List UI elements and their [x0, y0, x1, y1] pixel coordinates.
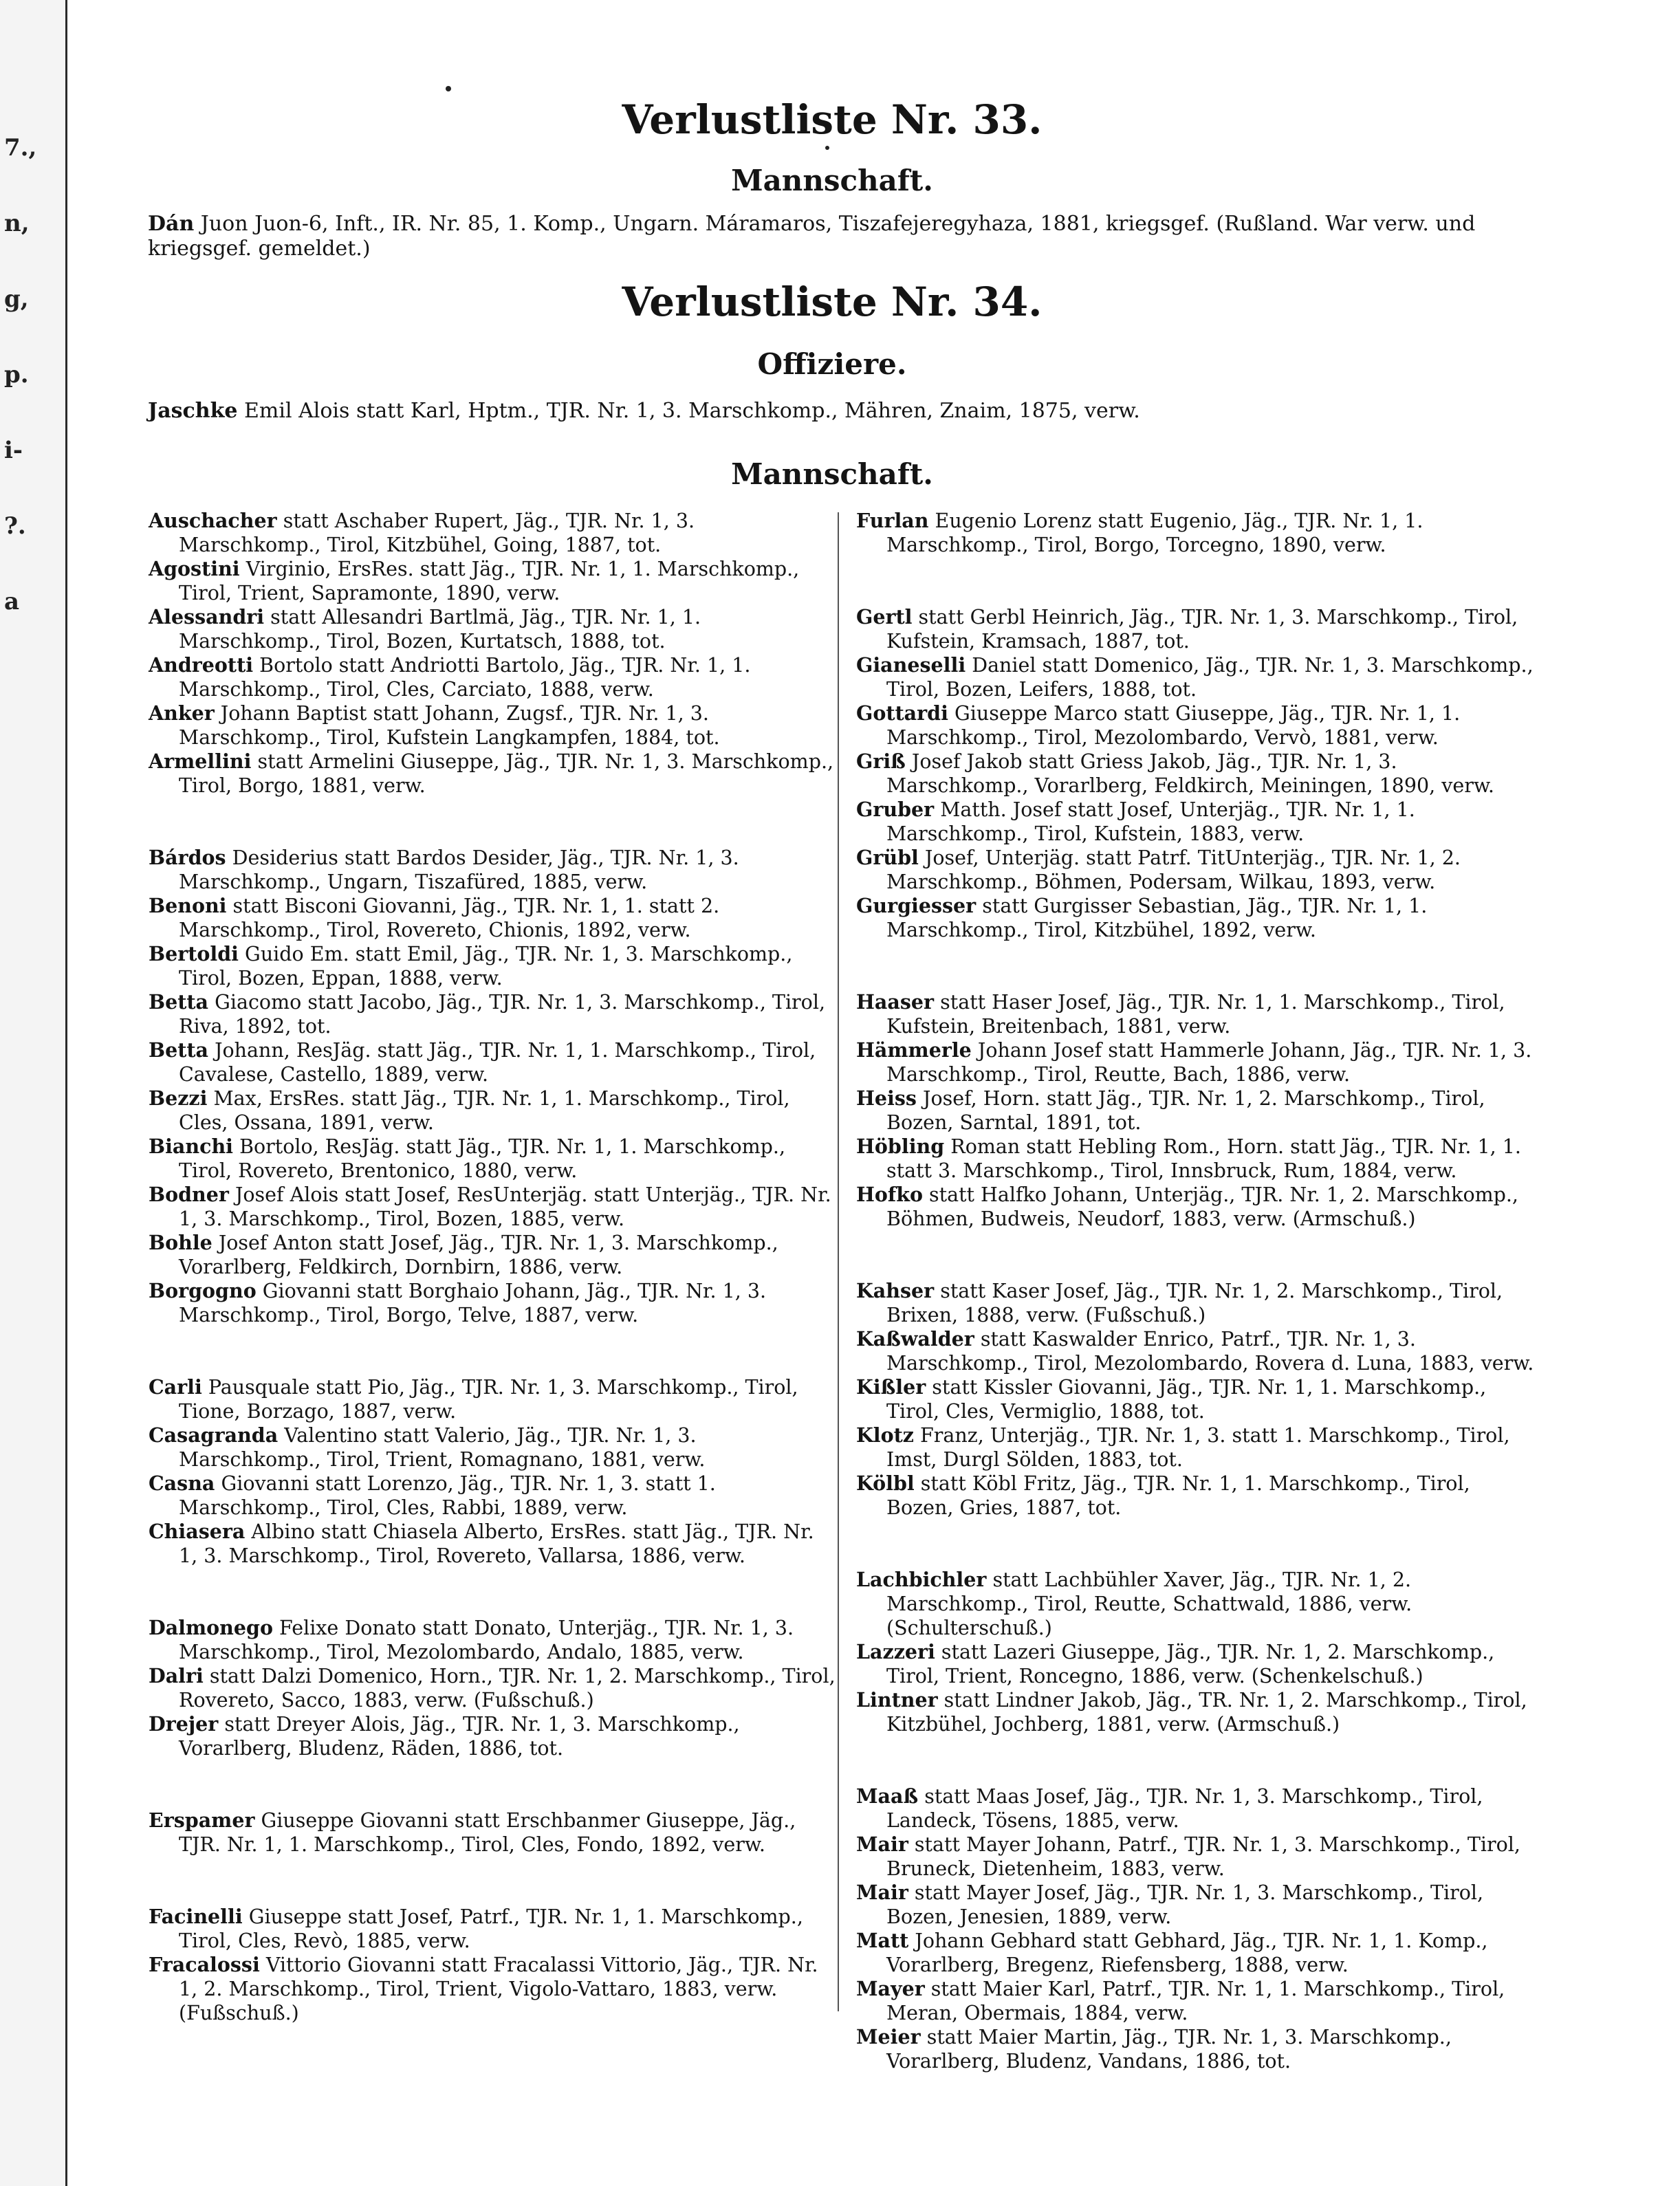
- casualty-entry: [856, 1833, 1537, 1881]
- entry-surname: Benoni: [149, 894, 227, 917]
- entry-surname: Gruber: [856, 798, 935, 821]
- entry-surname: Agostini: [149, 557, 240, 580]
- group-spacer: [856, 1520, 1537, 1568]
- entry-surname: Armellini: [149, 750, 252, 773]
- left-column: [149, 509, 836, 2025]
- casualty-entry: [856, 1183, 1537, 1231]
- entry-text: Giuseppe statt Josef, Patrf., TJR. Nr. 1, 1. Marschkomp., Tirol, Cles, Revò, 1885, verw.: [179, 1905, 803, 1952]
- group-spacer: [856, 1231, 1537, 1279]
- casualty-entry: [149, 1375, 836, 1423]
- entry-text: statt Lachbühler Xaver, Jäg., TJR. Nr. 1, 2. Marschkomp., Tirol, Reutte, Schattwald, 1886, verw. (Schulterschuß.): [886, 1569, 1412, 1639]
- entry-surname: Dalri: [149, 1664, 204, 1687]
- entry-text: statt Maas Josef, Jäg., TJR. Nr. 1, 3. Marschkomp., Tirol, Landeck, Tösens, 1885, verw.: [886, 1785, 1483, 1832]
- entry-text: statt Lazeri Giuseppe, Jäg., TJR. Nr. 1, 2. Marschkomp., Tirol, Trient, Roncegno, 1886, verw. (Schenkelschuß.): [886, 1641, 1495, 1687]
- entry-surname: Lachbichler: [856, 1568, 987, 1591]
- entry-text: Bortolo, ResJäg. statt Jäg., TJR. Nr. 1, 1. Marschkomp., Tirol, Rovereto, Brentonico, 1880, verw.: [179, 1135, 786, 1182]
- entry-jaschke: [148, 399, 1537, 424]
- entry-text: Johann, ResJäg. statt Jäg., TJR. Nr. 1, 1. Marschkomp., Tirol, Cavalese, Castello, 1889, verw.: [179, 1039, 816, 1086]
- subheading-mannschaft-34: Mannschaft.: [731, 457, 933, 491]
- bleed-fragment: ?.: [4, 512, 26, 540]
- casualty-entry: [856, 1423, 1537, 1472]
- entry-text: statt Köbl Fritz, Jäg., TJR. Nr. 1, 1. Marschkomp., Tirol, Bozen, Gries, 1887, tot.: [886, 1472, 1470, 1519]
- group-spacer: [149, 1760, 836, 1808]
- casualty-entry: [856, 750, 1537, 798]
- casualty-entry: [149, 846, 836, 894]
- column-divider: [838, 512, 839, 2011]
- entry-text: Giuseppe Giovanni statt Erschbanmer Giuseppe, Jäg., TJR. Nr. 1, 1. Marschkomp., Tirol, Cles, Fondo, 1892, verw.: [179, 1809, 796, 1856]
- entry-text: statt Aschaber Rupert, Jäg., TJR. Nr. 1, 3. Marschkomp., Tirol, Kitzbühel, Going, 1887, tot.: [179, 510, 695, 556]
- casualty-entry: [149, 1520, 836, 1568]
- casualty-entry: [149, 1953, 836, 2025]
- entry-text: statt Kaser Josef, Jäg., TJR. Nr. 1, 2. Marschkomp., Tirol, Brixen, 1888, verw. (Fußschuß.): [886, 1280, 1503, 1326]
- casualty-entry: [856, 1568, 1537, 1640]
- entry-surname: Heiss: [856, 1086, 917, 1110]
- group-spacer: [856, 1736, 1537, 1784]
- casualty-entry: [149, 990, 836, 1038]
- casualty-entry: [856, 1472, 1537, 1520]
- casualty-entry: [856, 1327, 1537, 1375]
- entry-text: Valentino statt Valerio, Jäg., TJR. Nr. 1, 3. Marschkomp., Tirol, Trient, Romagnano, 1881, verw.: [179, 1424, 706, 1471]
- casualty-entry: [856, 701, 1537, 750]
- casualty-entry: [856, 1929, 1537, 1977]
- entry-surname: Mayer: [856, 1977, 925, 2000]
- entry-text: Josef Jakob statt Griess Jakob, Jäg., TJR. Nr. 1, 3. Marschkomp., Vorarlberg, Feldkirch, Meiningen, 1890, verw.: [886, 750, 1494, 797]
- entry-surname: Höbling: [856, 1135, 945, 1158]
- entry-text: statt Halfko Johann, Unterjäg., TJR. Nr. 1, 2. Marschkomp., Böhmen, Budweis, Neudorf, 1883, verw. (Armschuß.): [886, 1183, 1518, 1230]
- entry-surname: Dalmonego: [149, 1616, 273, 1639]
- casualty-entry: [856, 894, 1537, 942]
- entry-text: statt Bisconi Giovanni, Jäg., TJR. Nr. 1, 1. statt 2. Marschkomp., Tirol, Rovereto, Chionis, 1892, verw.: [179, 895, 720, 941]
- entry-surname: Grübl: [856, 846, 919, 869]
- entry-surname: Lintner: [856, 1688, 938, 1712]
- entry-text: statt Dalzi Domenico, Horn., TJR. Nr. 1, 2. Marschkomp., Tirol, Rovereto, Sacco, 1883, verw. (Fußschuß.): [179, 1665, 836, 1712]
- print-speck: [825, 146, 829, 150]
- entry-surname: Klotz: [856, 1423, 914, 1447]
- entry-surname: Anker: [149, 701, 215, 725]
- casualty-entry: [856, 990, 1537, 1038]
- entry-text: statt Armelini Giuseppe, Jäg., TJR. Nr. 1, 3. Marschkomp., Tirol, Borgo, 1881, verw.: [179, 750, 834, 797]
- entry-text: Johann Baptist statt Johann, Zugsf., TJR. Nr. 1, 3. Marschkomp., Tirol, Kufstein Langkampfen, 1884, tot.: [179, 702, 720, 749]
- casualty-entry: [856, 2025, 1537, 2073]
- entry-text: statt Gurgisser Sebastian, Jäg., TJR. Nr. 1, 1. Marschkomp., Tirol, Kitzbühel, 1892, verw.: [886, 895, 1428, 941]
- entry-surname: Gurgiesser: [856, 894, 977, 917]
- entry-surname: Griß: [856, 750, 906, 773]
- entry-text: Guido Em. statt Emil, Jäg., TJR. Nr. 1, 3. Marschkomp., Tirol, Bozen, Eppan, 1888, verw.: [179, 943, 793, 990]
- entry-surname: Andreotti: [149, 653, 254, 677]
- casualty-entry: [856, 1038, 1537, 1086]
- casualty-entry: [856, 1977, 1537, 2025]
- group-spacer: [856, 942, 1537, 990]
- casualty-entry: [149, 1472, 836, 1520]
- adjacent-page-fragments: [4, 110, 59, 640]
- entry-surname: Meier: [856, 2025, 921, 2048]
- entry-surname: Gottardi: [856, 701, 948, 725]
- entry-dan: [148, 212, 1537, 261]
- entry-surname: Auschacher: [149, 509, 277, 532]
- subheading-offiziere: Offiziere.: [757, 347, 907, 381]
- entry-text: Franz, Unterjäg., TJR. Nr. 1, 3. statt 1. Marschkomp., Tirol, Imst, Durgl Sölden, 1883, tot.: [886, 1424, 1510, 1471]
- entry-text: Johann Gebhard statt Gebhard, Jäg., TJR. Nr. 1, 1. Komp., Vorarlberg, Bregenz, Riefensberg, 1888, verw.: [886, 1930, 1488, 1976]
- print-speck: [446, 86, 451, 91]
- entry-surname: Matt: [856, 1929, 909, 1952]
- casualty-entry: [149, 1808, 836, 1857]
- casualty-entry: [856, 509, 1537, 557]
- entry-surname: Casna: [149, 1472, 215, 1495]
- entry-text: statt Gerbl Heinrich, Jäg., TJR. Nr. 1, 3. Marschkomp., Tirol, Kufstein, Kramsach, 1887, tot.: [886, 606, 1518, 653]
- entry-surname: Kißler: [856, 1375, 926, 1399]
- entry-text: Josef Alois statt Josef, ResUnterjäg. statt Unterjäg., TJR. Nr. 1, 3. Marschkomp., Tirol, Bozen, 1885, verw.: [179, 1183, 831, 1230]
- casualty-entry: [149, 1905, 836, 1953]
- entry-surname: Facinelli: [149, 1905, 243, 1928]
- casualty-entry: [856, 653, 1537, 701]
- group-spacer: [149, 1327, 836, 1375]
- entry-text: Vittorio Giovanni statt Fracalassi Vittorio, Jäg., TJR. Nr. 1, 2. Marschkomp., Tirol, Trient, Vigolo-Vattaro, 1883, verw. (Fußschuß.): [179, 1954, 818, 2024]
- bleed-fragment: 7.,: [4, 134, 37, 162]
- casualty-entry: [856, 1086, 1537, 1135]
- entry-text: Josef Anton statt Josef, Jäg., TJR. Nr. 1, 3. Marschkomp., Vorarlberg, Feldkirch, Dornbirn, 1886, verw.: [179, 1232, 778, 1278]
- adjacent-page-edge: [0, 0, 67, 2186]
- casualty-entry: [149, 1231, 836, 1279]
- entry-text: Desiderius statt Bardos Desider, Jäg., TJR. Nr. 1, 3. Marschkomp., Ungarn, Tiszafüred, 1885, verw.: [179, 846, 739, 893]
- entry-text: statt Mayer Josef, Jäg., TJR. Nr. 1, 3. Marschkomp., Tirol, Bozen, Jenesien, 1889, verw.: [886, 1881, 1484, 1928]
- entry-text: statt Maier Karl, Patrf., TJR. Nr. 1, 1. Marschkomp., Tirol, Meran, Obermais, 1884, verw.: [886, 1978, 1505, 2024]
- casualty-entry: [149, 509, 836, 557]
- entry-surname: Betta: [149, 990, 209, 1014]
- entry-text: statt Mayer Johann, Patrf., TJR. Nr. 1, 3. Marschkomp., Tirol, Bruneck, Dietenheim, 1883, verw.: [886, 1833, 1520, 1880]
- entry-text: Giuseppe Marco statt Giuseppe, Jäg., TJR. Nr. 1, 1. Marschkomp., Tirol, Mezolombardo, Vervò, 1881, verw.: [886, 702, 1461, 749]
- casualty-entry: [856, 1135, 1537, 1183]
- heading-verlustliste-33: Verlustliste Nr. 33.: [622, 96, 1043, 143]
- entry-surname: Bárdos: [149, 846, 226, 869]
- entry-text: Virginio, ErsRes. statt Jäg., TJR. Nr. 1, 1. Marschkomp., Tirol, Trient, Sapramonte, 1890, verw.: [179, 558, 800, 604]
- casualty-entry: [149, 1135, 836, 1183]
- entry-text: Emil Alois statt Karl, Hptm., TJR. Nr. 1, 3. Marschkomp., Mähren, Znaim, 1875, verw.: [237, 399, 1140, 423]
- entry-surname: Bohle: [149, 1231, 212, 1254]
- entry-surname: Jaschke: [148, 399, 238, 423]
- group-spacer: [856, 557, 1537, 605]
- entry-text: Josef, Horn. statt Jäg., TJR. Nr. 1, 2. Marschkomp., Tirol, Bozen, Sarntal, 1891, tot.: [886, 1087, 1485, 1134]
- entry-text: Max, ErsRes. statt Jäg., TJR. Nr. 1, 1. Marschkomp., Tirol, Cles, Ossana, 1891, verw.: [179, 1087, 790, 1134]
- casualty-entry: [149, 557, 836, 605]
- entry-surname: Kahser: [856, 1279, 935, 1302]
- entry-surname: Kaßwalder: [856, 1327, 974, 1351]
- entry-surname: Erspamer: [149, 1808, 255, 1832]
- entry-surname: Drejer: [149, 1712, 219, 1736]
- entry-text: Juon Juon-6, Inft., IR. Nr. 85, 1. Komp., Ungarn. Máramaros, Tiszafejeregyhaza, 1881, kriegsgef. (Rußland. War verw. und kriegsgef. gemeldet.): [148, 212, 1476, 261]
- entry-surname: Mair: [856, 1881, 908, 1904]
- casualty-entry: [149, 1423, 836, 1472]
- entry-surname: Gertl: [856, 605, 913, 629]
- bleed-fragment: a: [4, 588, 20, 615]
- entry-text: statt Lindner Jakob, Jäg., TR. Nr. 1, 2. Marschkomp., Tirol, Kitzbühel, Jochberg, 1881, verw. (Armschuß.): [886, 1689, 1527, 1736]
- entry-text: statt Kissler Giovanni, Jäg., TJR. Nr. 1, 1. Marschkomp., Tirol, Cles, Vermiglio, 1888, tot.: [886, 1376, 1487, 1423]
- entry-text: Pausquale statt Pio, Jäg., TJR. Nr. 1, 3. Marschkomp., Tirol, Tione, Borzago, 1887, verw.: [179, 1376, 798, 1423]
- casualty-entry: [856, 1881, 1537, 1929]
- subheading-mannschaft-33: Mannschaft.: [731, 164, 933, 197]
- bleed-fragment: p.: [4, 361, 29, 389]
- entry-surname: Hofko: [856, 1183, 923, 1206]
- entry-surname: Dán: [148, 212, 195, 236]
- casualty-entry: [149, 942, 836, 990]
- casualty-entry: [856, 798, 1537, 846]
- entry-text: Roman statt Hebling Rom., Horn. statt Jäg., TJR. Nr. 1, 1. statt 3. Marschkomp., Tirol, Innsbruck, Rum, 1884, verw.: [886, 1135, 1521, 1182]
- entry-surname: Kölbl: [856, 1472, 915, 1495]
- group-spacer: [149, 1568, 836, 1616]
- entry-text: Albino statt Chiasela Alberto, ErsRes. statt Jäg., TJR. Nr. 1, 3. Marschkomp., Tirol, Rovereto, Vallarsa, 1886, verw.: [179, 1520, 814, 1567]
- entry-surname: Chiasera: [149, 1520, 246, 1543]
- entry-surname: Bezzi: [149, 1086, 208, 1110]
- heading-verlustliste-34: Verlustliste Nr. 34.: [622, 278, 1043, 325]
- entry-surname: Lazzeri: [856, 1640, 935, 1663]
- entry-text: statt Maier Martin, Jäg., TJR. Nr. 1, 3. Marschkomp., Vorarlberg, Bludenz, Vandans, 1886, tot.: [886, 2026, 1452, 2073]
- entry-surname: Fracalossi: [149, 1953, 260, 1976]
- casualty-entry: [856, 1375, 1537, 1423]
- casualty-entry: [856, 1688, 1537, 1736]
- casualty-entry: [149, 1279, 836, 1327]
- casualty-entry: [856, 1279, 1537, 1327]
- entry-surname: Betta: [149, 1038, 209, 1062]
- entry-surname: Hämmerle: [856, 1038, 972, 1062]
- entry-surname: Bodner: [149, 1183, 229, 1206]
- casualty-entry: [149, 1183, 836, 1231]
- group-spacer: [149, 798, 836, 846]
- casualty-entry: [149, 1712, 836, 1760]
- entry-text: Daniel statt Domenico, Jäg., TJR. Nr. 1, 3. Marschkomp., Tirol, Bozen, Leifers, 1888, tot.: [886, 654, 1534, 701]
- casualty-entry: [149, 1038, 836, 1086]
- casualty-entry: [149, 1616, 836, 1664]
- casualty-entry: [856, 605, 1537, 653]
- entry-text: Johann Josef statt Hammerle Johann, Jäg., TJR. Nr. 1, 3. Marschkomp., Tirol, Reutte, Bach, 1886, verw.: [886, 1039, 1532, 1086]
- entry-text: Eugenio Lorenz statt Eugenio, Jäg., TJR. Nr. 1, 1. Marschkomp., Tirol, Borgo, Torcegno, 1890, verw.: [886, 510, 1423, 556]
- entry-text: Matth. Josef statt Josef, Unterjäg., TJR. Nr. 1, 1. Marschkomp., Tirol, Kufstein, 1883, verw.: [886, 798, 1415, 845]
- entry-surname: Casagranda: [149, 1423, 279, 1447]
- entry-text: Bortolo statt Andriotti Bartolo, Jäg., TJR. Nr. 1, 1. Marschkomp., Tirol, Cles, Carciato, 1888, verw.: [179, 654, 751, 701]
- bleed-fragment: n,: [4, 210, 30, 237]
- entry-surname: Haaser: [856, 990, 935, 1014]
- bleed-fragment: g,: [4, 285, 29, 313]
- bleed-fragment: i-: [4, 437, 23, 464]
- right-column: [856, 509, 1537, 2073]
- entry-surname: Furlan: [856, 509, 929, 532]
- entry-surname: Maaß: [856, 1784, 919, 1808]
- entry-text: Giovanni statt Lorenzo, Jäg., TJR. Nr. 1, 3. statt 1. Marschkomp., Tirol, Cles, Rabbi, 1889, verw.: [179, 1472, 716, 1519]
- casualty-entry: [149, 750, 836, 798]
- casualty-entry: [856, 1640, 1537, 1688]
- entry-surname: Alessandri: [149, 605, 265, 629]
- entry-surname: Borgogno: [149, 1279, 257, 1302]
- entry-text: Giacomo statt Jacobo, Jäg., TJR. Nr. 1, 3. Marschkomp., Tirol, Riva, 1892, tot.: [179, 991, 826, 1038]
- entry-text: Josef, Unterjäg. statt Patrf. TitUnterjäg., TJR. Nr. 1, 2. Marschkomp., Böhmen, Podersam, Wilkau, 1893, verw.: [886, 846, 1461, 893]
- casualty-entry: [149, 894, 836, 942]
- entry-text: statt Dreyer Alois, Jäg., TJR. Nr. 1, 3. Marschkomp., Vorarlberg, Bludenz, Räden, 1886, tot.: [179, 1713, 740, 1760]
- casualty-entry: [149, 1086, 836, 1135]
- casualty-entry: [149, 605, 836, 653]
- entry-surname: Carli: [149, 1375, 202, 1399]
- casualty-entry: [856, 1784, 1537, 1833]
- casualty-entry: [856, 846, 1537, 894]
- casualty-entry: [149, 653, 836, 701]
- casualty-entry: [149, 701, 836, 750]
- group-spacer: [149, 1857, 836, 1905]
- entry-surname: Gianeselli: [856, 653, 966, 677]
- entry-text: Felixe Donato statt Donato, Unterjäg., TJR. Nr. 1, 3. Marschkomp., Tirol, Mezolombardo, Andalo, 1885, verw.: [179, 1617, 794, 1663]
- entry-surname: Bertoldi: [149, 942, 239, 965]
- casualty-entry: [149, 1664, 836, 1712]
- entry-text: statt Kaswalder Enrico, Patrf., TJR. Nr. 1, 3. Marschkomp., Tirol, Mezolombardo, Rovera d. Luna, 1883, verw.: [886, 1328, 1534, 1375]
- entry-surname: Bianchi: [149, 1135, 234, 1158]
- entry-text: Giovanni statt Borghaio Johann, Jäg., TJR. Nr. 1, 3. Marschkomp., Tirol, Borgo, Telve, 1887, verw.: [179, 1280, 767, 1326]
- entry-text: statt Haser Josef, Jäg., TJR. Nr. 1, 1. Marschkomp., Tirol, Kufstein, Breitenbach, 1881, verw.: [886, 991, 1505, 1038]
- entry-surname: Mair: [856, 1833, 908, 1856]
- entry-text: statt Allesandri Bartlmä, Jäg., TJR. Nr. 1, 1. Marschkomp., Tirol, Bozen, Kurtatsch, 1888, tot.: [179, 606, 701, 653]
